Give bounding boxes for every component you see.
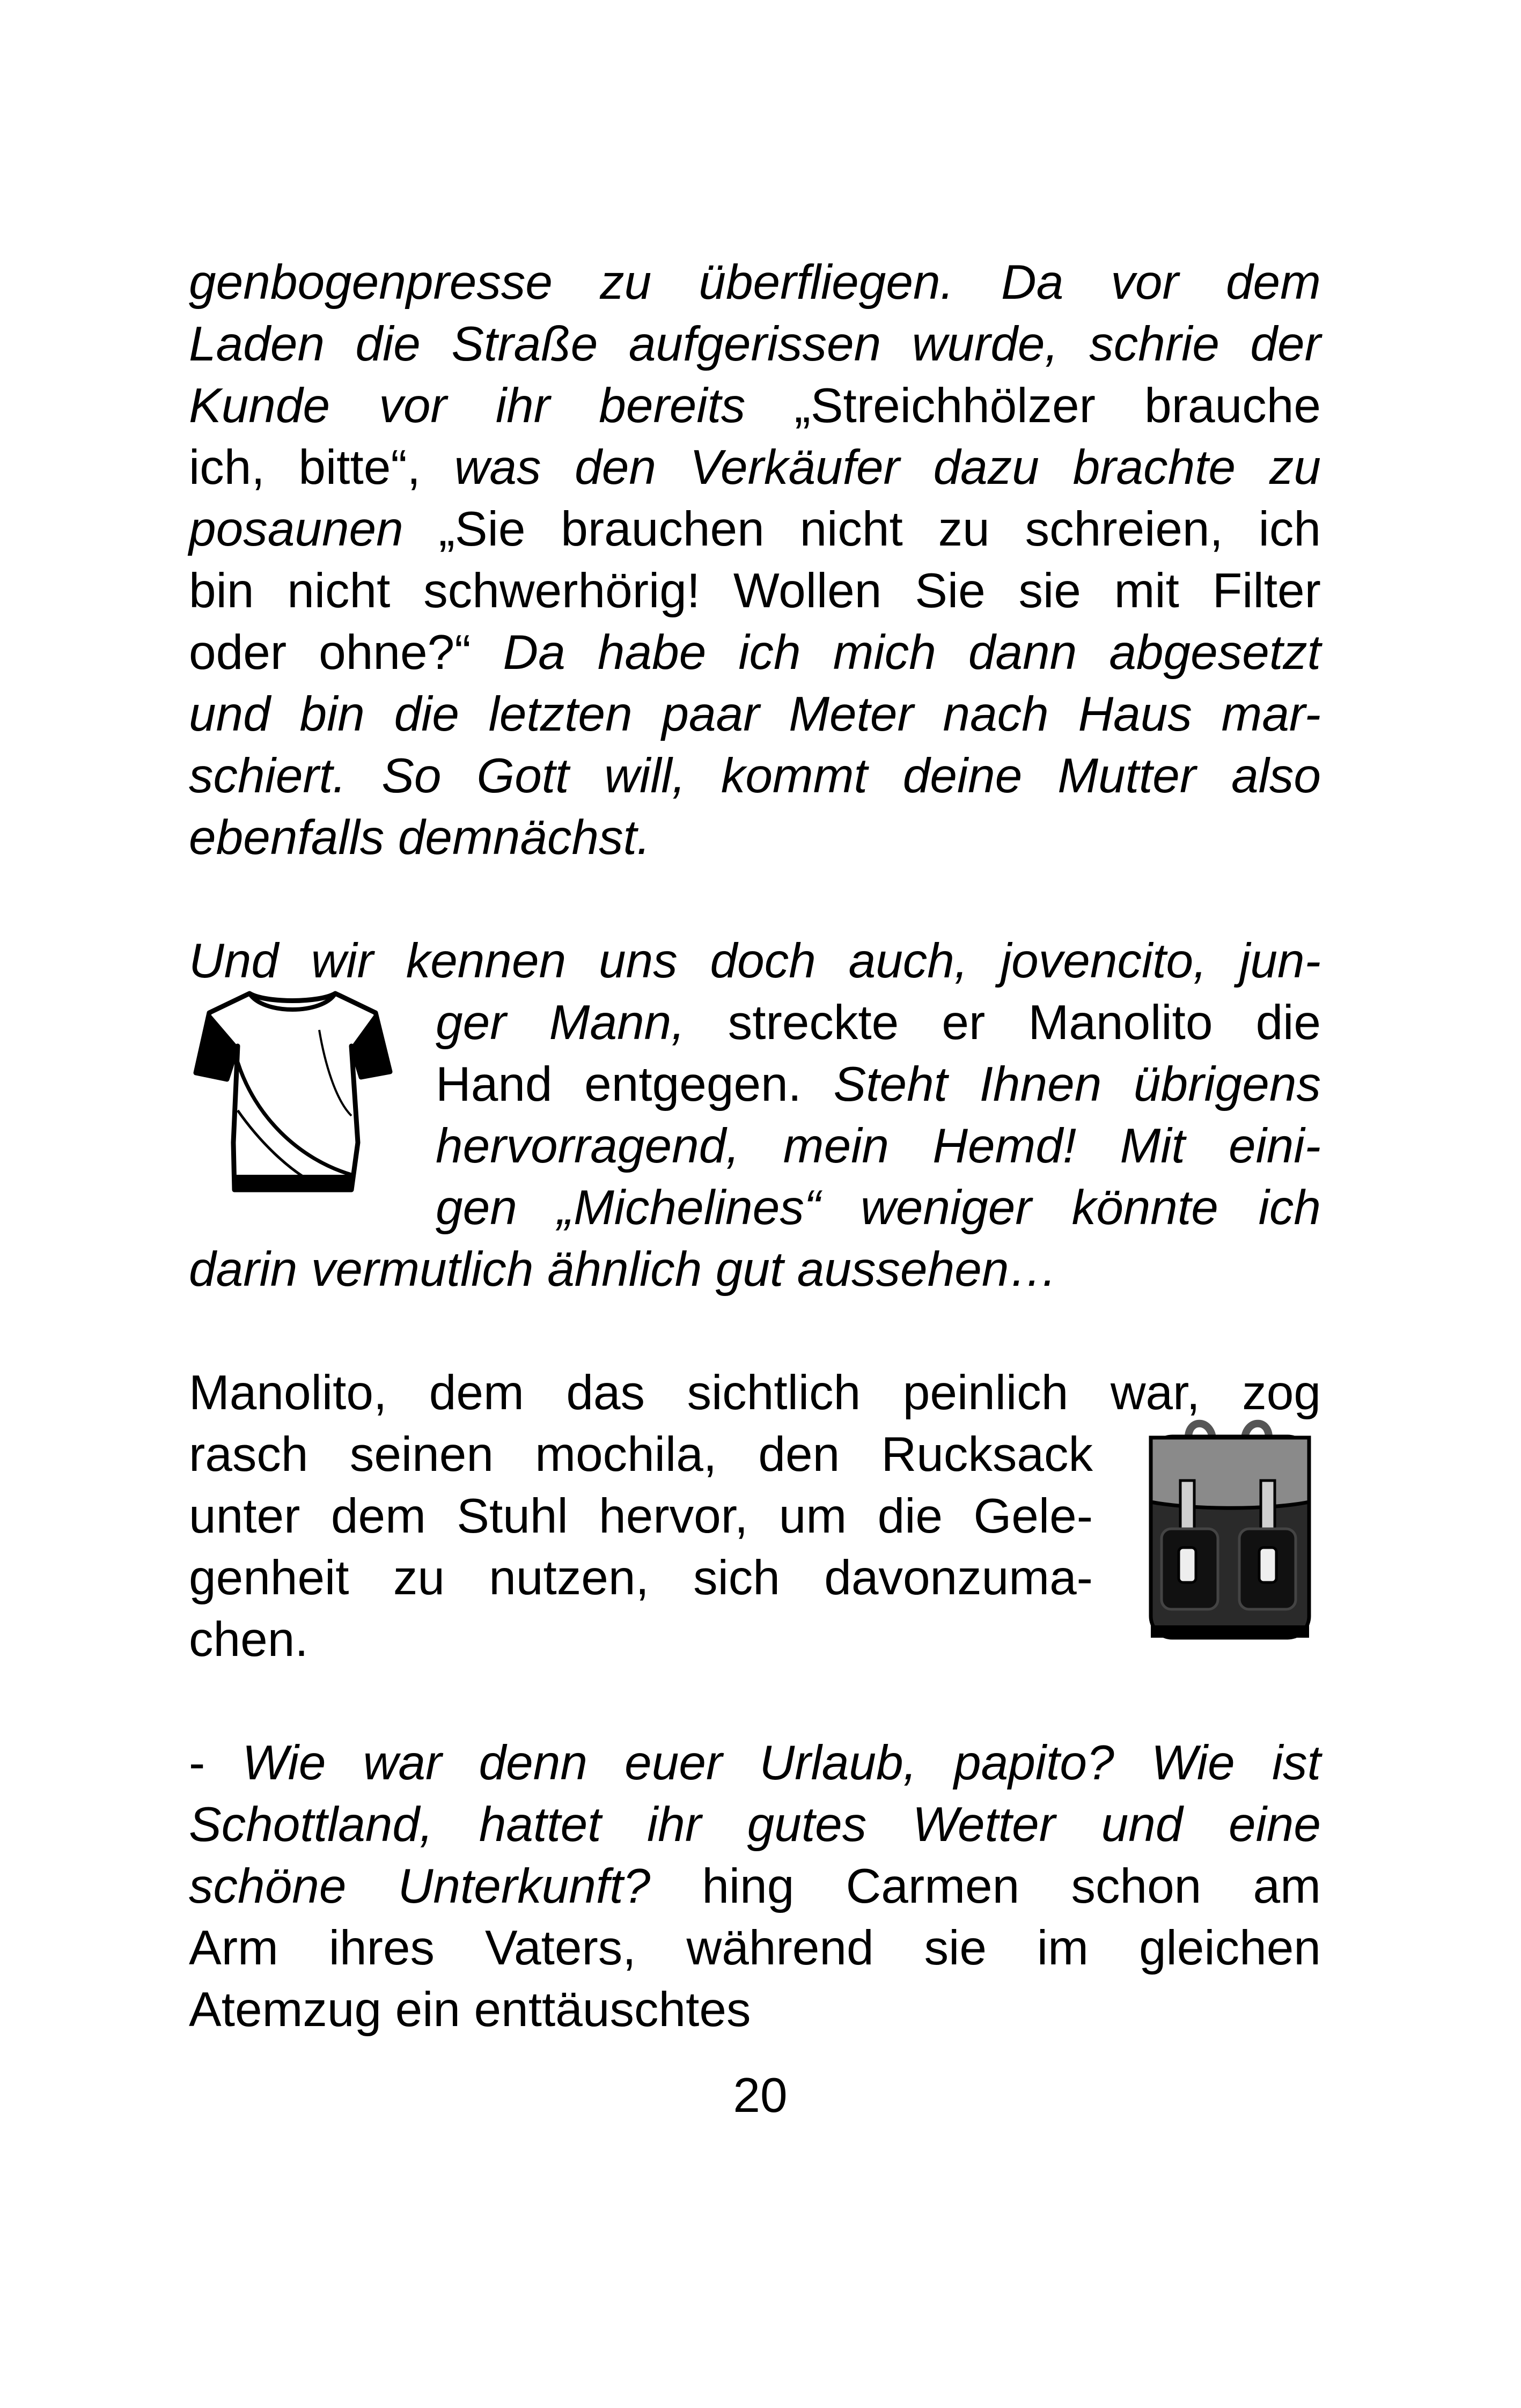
word: denn [479, 1736, 587, 1790]
word: euer [624, 1736, 723, 1790]
word: Wetter [912, 1798, 1056, 1852]
word: ich [1258, 1181, 1321, 1235]
word: Laden [189, 317, 325, 371]
word: posaunen [189, 502, 403, 556]
word: brauche [1144, 379, 1321, 433]
word: das [566, 1366, 645, 1420]
word: So [381, 749, 442, 803]
word: was [454, 440, 541, 495]
word: ebenfalls [189, 811, 385, 865]
word: sichtlich [687, 1366, 861, 1420]
word: davonzuma- [824, 1551, 1093, 1605]
word: im [1037, 1921, 1089, 1975]
word: chen. [189, 1612, 308, 1667]
word: ihr [495, 379, 550, 433]
word: genheit [189, 1551, 349, 1605]
word: schöne [189, 1859, 347, 1913]
word: nicht [287, 564, 391, 618]
text-line [189, 499, 1321, 560]
word: enttäuschtes [474, 1983, 751, 2037]
word: Steht [833, 1057, 948, 1111]
word: dem [330, 1489, 426, 1543]
word: Carmen [846, 1859, 1020, 1913]
word: und [189, 687, 270, 741]
text-line [436, 1054, 1321, 1115]
word: zu [600, 255, 652, 310]
word: sich [693, 1551, 780, 1605]
word: Sie [915, 564, 986, 618]
word: gen [436, 1181, 517, 1235]
word: ger [436, 996, 506, 1050]
word: ihres [328, 1921, 435, 1975]
word: hervorragend, [436, 1119, 740, 1173]
word: paar [662, 687, 760, 741]
word: schon [1071, 1859, 1202, 1913]
word: Haus [1078, 687, 1192, 741]
word: Gele- [973, 1489, 1093, 1543]
word: hervor, [599, 1489, 748, 1543]
word: brauchen [561, 502, 765, 556]
word: doch [710, 934, 816, 988]
word: - [189, 1736, 205, 1790]
word: jun- [1239, 934, 1321, 988]
word: aufgerissen [628, 317, 881, 371]
word: schwerhörig! [423, 564, 701, 618]
word: dazu [933, 440, 1039, 495]
word: um [778, 1489, 847, 1543]
text-line [189, 252, 1321, 313]
word: hing [702, 1859, 795, 1913]
word: wir [311, 934, 373, 988]
word: die [877, 1489, 943, 1543]
word: nutzen, [489, 1551, 649, 1605]
word: Mutter [1057, 749, 1196, 803]
word: „Sie [438, 502, 526, 556]
word: kommt [721, 749, 868, 803]
word: Atemzug [189, 1983, 382, 2037]
word: „Streichhölzer [794, 379, 1096, 433]
word: darin [189, 1242, 298, 1297]
text-line [189, 1856, 1321, 1917]
text-line [189, 1239, 1321, 1300]
word: entgegen. [584, 1057, 802, 1111]
text-line [189, 807, 1321, 868]
word: Verkäufer [689, 440, 900, 495]
word: kennen [406, 934, 567, 988]
word: jovencito, [1000, 934, 1207, 988]
page-number: 20 [733, 2068, 788, 2123]
word: die [1255, 996, 1321, 1050]
word: habe [597, 625, 707, 680]
word: bin [189, 564, 254, 618]
word: und [1101, 1798, 1183, 1852]
word: sie [924, 1921, 987, 1975]
text-line [189, 561, 1321, 622]
word: brachte [1072, 440, 1236, 495]
word: Mann, [549, 996, 685, 1050]
word: Urlaub, [759, 1736, 917, 1790]
word: gut [715, 1242, 784, 1297]
word: dem [429, 1366, 524, 1420]
word: ohne?“ [319, 625, 471, 680]
word: Wie [1151, 1736, 1235, 1790]
text-line [189, 746, 1321, 807]
word: mar- [1221, 687, 1321, 741]
word: also [1231, 749, 1321, 803]
word: genbogenpresse [189, 255, 553, 310]
word: bin [299, 687, 365, 741]
word: mit [1114, 564, 1179, 618]
backpack-icon [1140, 1416, 1317, 1647]
word: die [394, 687, 459, 741]
word: Arm [189, 1921, 278, 1975]
text-line [189, 375, 1321, 437]
word: Unterkunft? [398, 1859, 651, 1913]
text-line [189, 437, 1321, 498]
word: schiert. [189, 749, 347, 803]
word: aussehen… [797, 1242, 1058, 1297]
word: Vaters, [485, 1921, 636, 1975]
word: deine [902, 749, 1023, 803]
text-line [189, 1794, 1321, 1855]
word: uns [599, 934, 678, 988]
text-line [189, 1918, 1321, 1979]
word: Da [503, 625, 565, 680]
word: ähnlich [547, 1242, 702, 1297]
text-line [189, 622, 1321, 683]
word: streckte [728, 996, 899, 1050]
word: papito? [954, 1736, 1114, 1790]
word: Da [1001, 255, 1064, 310]
word: Hand [436, 1057, 553, 1111]
text-line [189, 684, 1321, 745]
word: ihr [647, 1798, 702, 1852]
word: peinlich [902, 1366, 1069, 1420]
word: während [686, 1921, 874, 1975]
word: Kunde [189, 379, 330, 433]
word: Schottland, [189, 1798, 433, 1852]
word: den [575, 440, 656, 495]
text-line [189, 1363, 1321, 1424]
word: Ihnen [979, 1057, 1102, 1111]
word: zog [1242, 1366, 1321, 1420]
word: abgesetzt [1109, 625, 1321, 680]
word: weniger [861, 1181, 1032, 1235]
word: gutes [747, 1798, 867, 1852]
word: Mit [1120, 1119, 1185, 1173]
word: zu [1269, 440, 1321, 495]
word: den [758, 1427, 840, 1482]
word: ist [1272, 1736, 1321, 1790]
word: dann [968, 625, 1077, 680]
t-shirt-icon [190, 982, 394, 1202]
word: letzten [488, 687, 633, 741]
word: der [1250, 317, 1321, 371]
word: überfliegen. [699, 255, 954, 310]
word: schrie [1089, 317, 1219, 371]
word: zu [393, 1551, 445, 1605]
text-line [189, 1548, 1093, 1609]
word: gleichen [1138, 1921, 1321, 1975]
text-line [189, 314, 1321, 375]
word: Straße [451, 317, 598, 371]
word: nach [943, 687, 1049, 741]
text-line [436, 992, 1321, 1054]
word: rasch [189, 1427, 308, 1482]
word: auch, [848, 934, 968, 988]
word: will, [604, 749, 686, 803]
word: seinen [349, 1427, 494, 1482]
word: vor [379, 379, 447, 433]
text-line [189, 1979, 1321, 2041]
word: Meter [789, 687, 914, 741]
word: Rucksack [881, 1427, 1093, 1482]
text-line [436, 1177, 1321, 1239]
word: Manolito, [189, 1366, 387, 1420]
word: schreien, [1025, 502, 1223, 556]
word: hattet [479, 1798, 601, 1852]
word: die [355, 317, 421, 371]
word: vor [1111, 255, 1179, 310]
word: Und [189, 934, 278, 988]
word: mein [783, 1119, 890, 1173]
word: eini- [1228, 1119, 1321, 1173]
word: Wie [242, 1736, 326, 1790]
word: Wollen [733, 564, 882, 618]
word: war, [1110, 1366, 1200, 1420]
word: am [1253, 1859, 1321, 1913]
word: mich [833, 625, 936, 680]
word: eine [1228, 1798, 1321, 1852]
word: könnte [1071, 1181, 1218, 1235]
word: „Michelines“ [557, 1181, 821, 1235]
word: ich [738, 625, 801, 680]
word: war [363, 1736, 442, 1790]
word: nicht [799, 502, 903, 556]
text-line [189, 1424, 1093, 1485]
word: Stuhl [457, 1489, 568, 1543]
word: mochila, [535, 1427, 717, 1482]
word: ich, [189, 440, 265, 495]
word: unter [189, 1489, 300, 1543]
word: zu [938, 502, 990, 556]
word: er [942, 996, 986, 1050]
word: wurde, [912, 317, 1059, 371]
word: Filter [1212, 564, 1321, 618]
word: ich [1258, 502, 1321, 556]
word: Manolito [1028, 996, 1213, 1050]
word: oder [189, 625, 287, 680]
word: bitte“, [298, 440, 421, 495]
word: sie [1018, 564, 1081, 618]
text-line [189, 1733, 1321, 1794]
word: Gott [476, 749, 569, 803]
word: dem [1225, 255, 1321, 310]
word: vermutlich [311, 1242, 534, 1297]
word: bereits [599, 379, 746, 433]
text-line [436, 1116, 1321, 1177]
word: demnächst. [398, 811, 651, 865]
text-line [189, 1486, 1093, 1547]
word: übrigens [1133, 1057, 1321, 1111]
word: Hemd! [932, 1119, 1077, 1173]
word: ein [395, 1983, 461, 2037]
